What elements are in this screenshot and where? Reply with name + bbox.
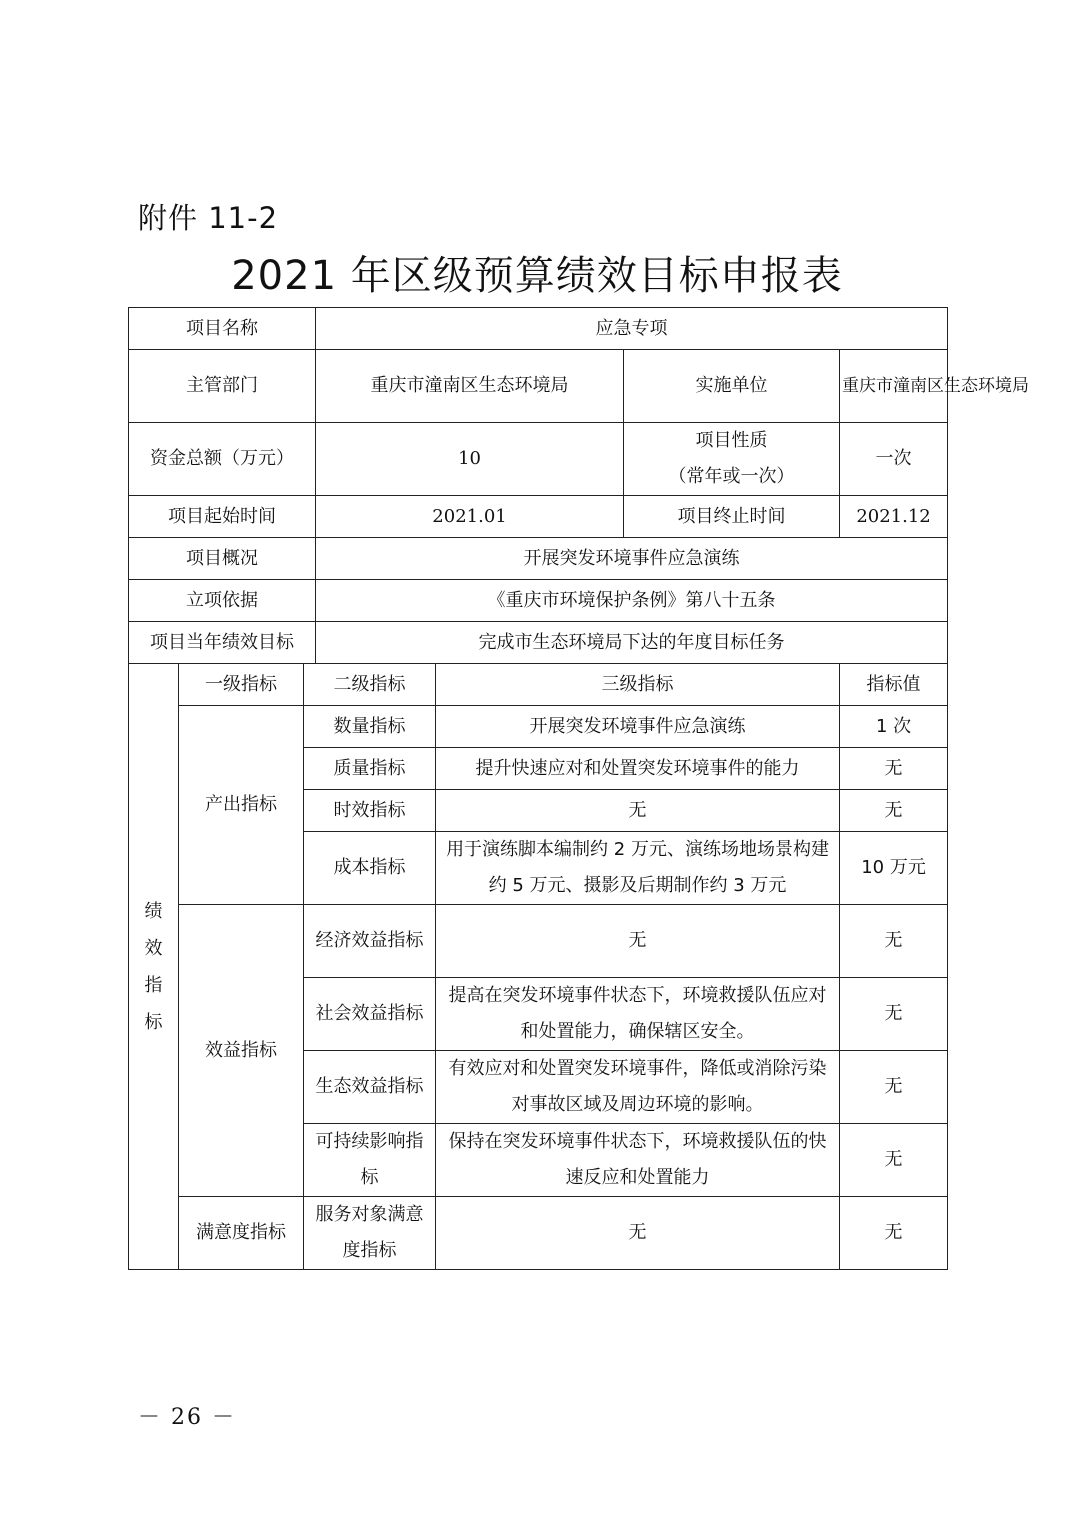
impl-label: 实施单位 — [624, 350, 840, 423]
page-number: － 26 － — [138, 1405, 236, 1430]
overview-label: 项目概况 — [129, 538, 316, 580]
indicator-level3: 用于演练脚本编制约 2 万元、演练场地场景构建约 5 万元、摄影及后期制作约 3 万元 — [436, 832, 840, 905]
indicator-level3: 无 — [436, 905, 840, 978]
end-label: 项目终止时间 — [624, 496, 840, 538]
indicator-level2: 质量指标 — [304, 748, 436, 790]
indicator-value: 无 — [840, 748, 948, 790]
nature-label — [624, 423, 840, 496]
indicator-value: 10 万元 — [840, 832, 948, 905]
benefit-indicator-label: 效益指标 — [179, 905, 304, 1197]
header-level2: 二级指标 — [304, 664, 436, 706]
indicator-level2: 服务对象满意度指标 — [304, 1197, 436, 1270]
fund-value: 10 — [316, 423, 624, 496]
goal-value: 完成市生态环境局下达的年度目标任务 — [316, 622, 948, 664]
side-label-performance: 绩效指标 — [129, 664, 179, 1270]
header-value: 指标值 — [840, 664, 948, 706]
indicator-value: 无 — [840, 1197, 948, 1270]
header-level3: 三级指标 — [436, 664, 840, 706]
start-value: 2021.01 — [316, 496, 624, 538]
indicator-level2: 时效指标 — [304, 790, 436, 832]
satisfaction-indicator-label: 满意度指标 — [179, 1197, 304, 1270]
indicator-level3: 提升快速应对和处置突发环境事件的能力 — [436, 748, 840, 790]
output-indicator-label: 产出指标 — [179, 706, 304, 905]
project-name-value: 应急专项 — [316, 308, 948, 350]
dept-value: 重庆市潼南区生态环境局 — [316, 350, 624, 423]
indicator-level2: 经济效益指标 — [304, 905, 436, 978]
end-value: 2021.12 — [840, 496, 948, 538]
basis-label: 立项依据 — [129, 580, 316, 622]
indicator-level2: 成本指标 — [304, 832, 436, 905]
indicator-value: 无 — [840, 1124, 948, 1197]
indicator-level2: 社会效益指标 — [304, 978, 436, 1051]
indicator-value: 无 — [840, 905, 948, 978]
nature-label-line1: 项目性质 — [695, 430, 768, 451]
indicator-value: 无 — [840, 1051, 948, 1124]
project-name-label: 项目名称 — [129, 308, 316, 350]
indicator-value: 无 — [840, 790, 948, 832]
nature-value: 一次 — [840, 423, 948, 496]
indicator-level3: 无 — [436, 1197, 840, 1270]
dept-label: 主管部门 — [129, 350, 316, 423]
indicator-level3: 无 — [436, 790, 840, 832]
page-title: 2021 年区级预算绩效目标申报表 — [231, 253, 843, 299]
attachment-label: 附件 11-2 — [138, 201, 279, 235]
indicator-value: 无 — [840, 978, 948, 1051]
indicator-level3: 有效应对和处置突发环境事件，降低或消除污染对事故区域及周边环境的影响。 — [436, 1051, 840, 1124]
indicator-level3: 提高在突发环境事件状态下，环境救援队伍应对和处置能力，确保辖区安全。 — [436, 978, 840, 1051]
basis-value: 《重庆市环境保护条例》第八十五条 — [316, 580, 948, 622]
indicator-level2: 可持续影响指标 — [304, 1124, 436, 1197]
nature-label-line2: （常年或一次） — [668, 466, 795, 487]
indicator-level2: 数量指标 — [304, 706, 436, 748]
indicator-level2: 生态效益指标 — [304, 1051, 436, 1124]
overview-value: 开展突发环境事件应急演练 — [316, 538, 948, 580]
goal-label: 项目当年绩效目标 — [129, 622, 316, 664]
indicator-value: 1 次 — [840, 706, 948, 748]
impl-value: 重庆市潼南区生态环境局 — [840, 350, 948, 423]
fund-label: 资金总额（万元） — [129, 423, 316, 496]
indicator-level3: 开展突发环境事件应急演练 — [436, 706, 840, 748]
indicator-level3: 保持在突发环境事件状态下，环境救援队伍的快速反应和处置能力 — [436, 1124, 840, 1197]
start-label: 项目起始时间 — [129, 496, 316, 538]
header-level1: 一级指标 — [179, 664, 304, 706]
budget-performance-table — [128, 307, 1030, 1270]
